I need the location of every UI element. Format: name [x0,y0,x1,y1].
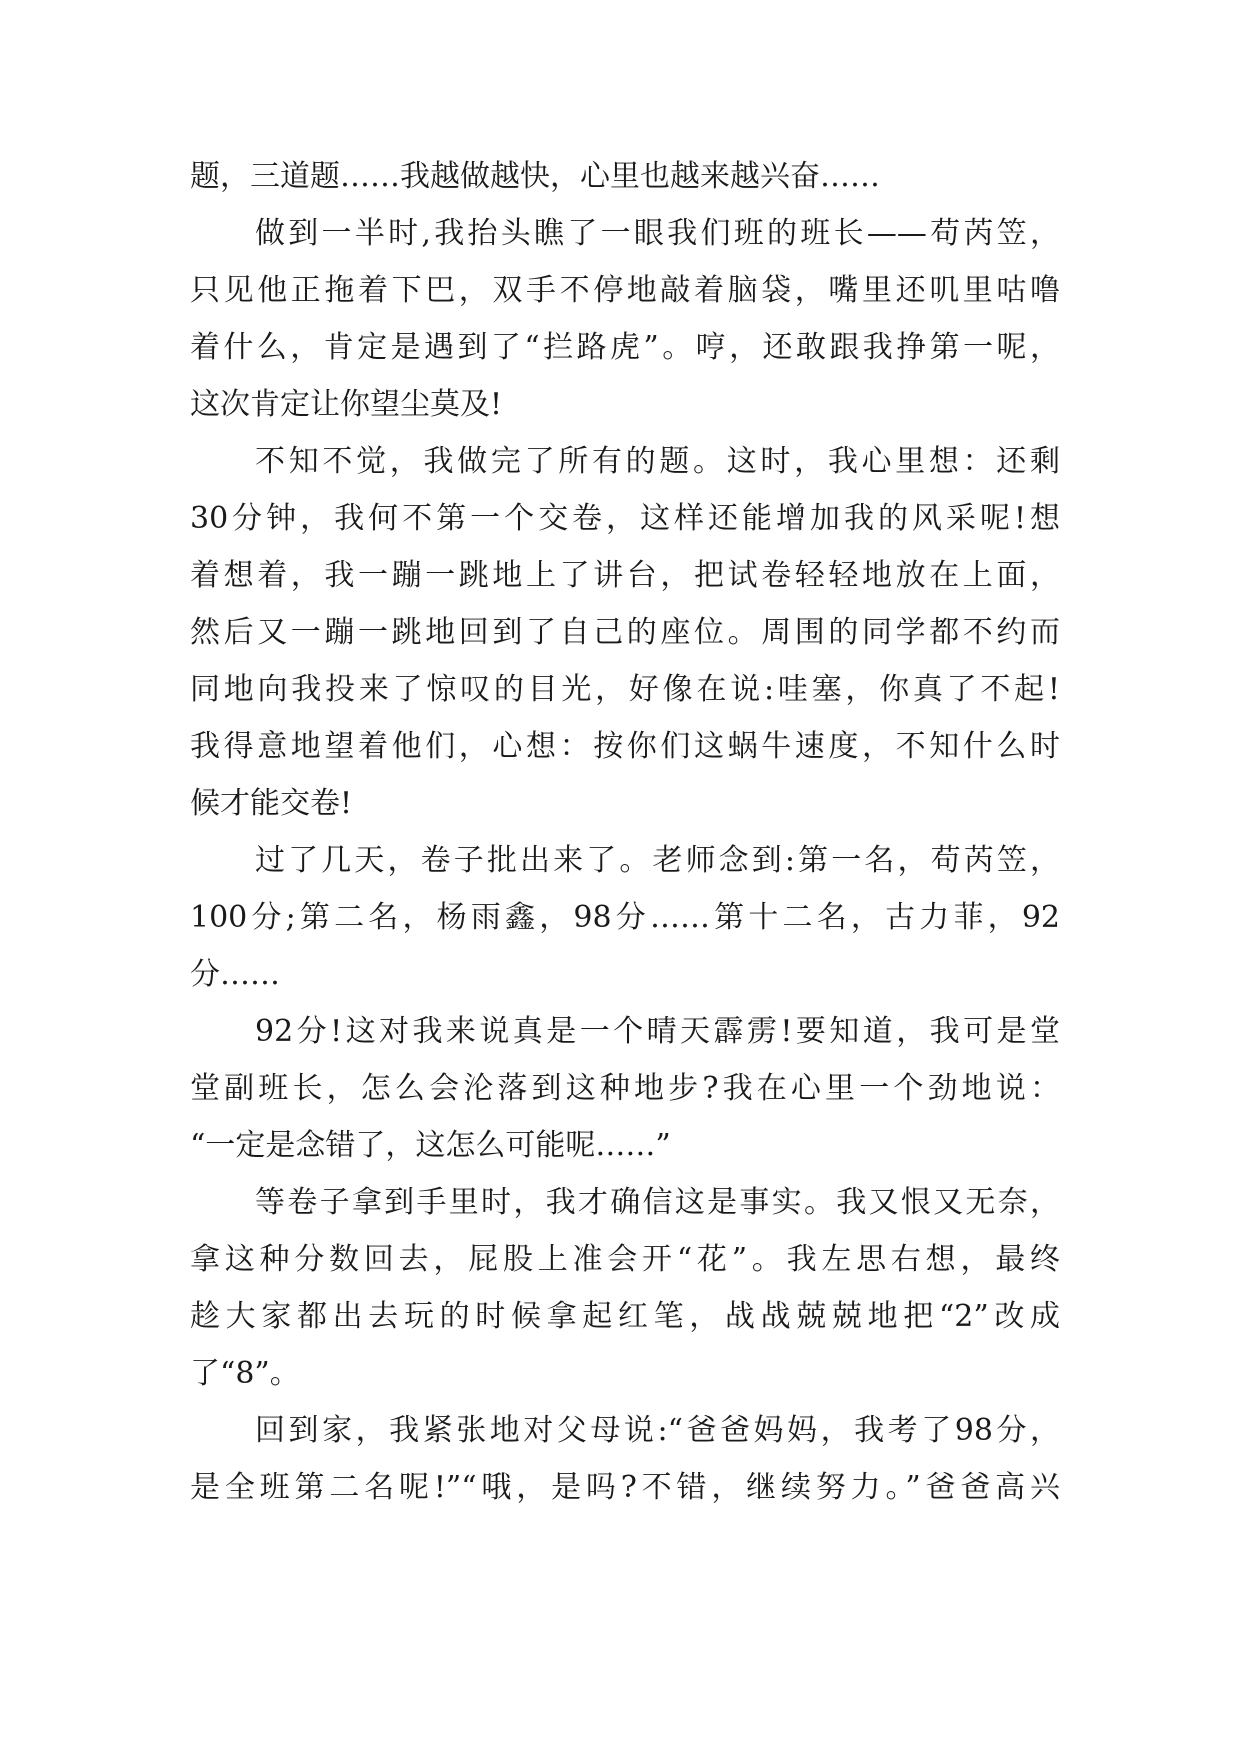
text-line: 是全班第二名呢!”“哦，是吗?不错，继续努力。”爸爸高兴 [190,1470,1060,1505]
text-line: 92分!这对我来说真是一个晴天霹雳!要知道，我可是堂 [255,1014,1060,1049]
text-line: 堂副班长，怎么会沦落到这种地步?我在心里一个劲地说： [190,1071,1060,1106]
text-line: 回到家，我紧张地对父母说:“爸爸妈妈，我考了98分， [255,1413,1060,1448]
text-line: 题，三道题……我越做越快，心里也越来越兴奋…… [190,159,880,194]
text-line: 这次肯定让你望尘莫及! [190,387,503,422]
text-line: 分…… [190,957,280,992]
text-line: “一定是念错了，这怎么可能呢……” [190,1128,671,1163]
text-line: 过了几天，卷子批出来了。老师念到:第一名，苟芮笠， [255,843,1060,878]
text-line: 同地向我投来了惊叹的目光，好像在说:哇塞，你真了不起! [190,672,1060,707]
text-line: 只见他正拖着下巴，双手不停地敲着脑袋，嘴里还叽里咕噜 [190,273,1060,308]
text-line: 不知不觉，我做完了所有的题。这时，我心里想：还剩 [255,444,1060,479]
text-line: 拿这种分数回去，屁股上准会开“花”。我左思右想，最终 [190,1242,1060,1277]
text-line: 然后又一蹦一跳地回到了自己的座位。周围的同学都不约而 [190,615,1060,650]
text-line: 了“8”。 [190,1356,300,1391]
text-line: 做到一半时,我抬头瞧了一眼我们班的班长——苟芮笠， [255,216,1060,251]
text-line: 着什么，肯定是遇到了“拦路虎”。哼，还敢跟我挣第一呢， [190,330,1060,365]
text-line: 候才能交卷! [190,786,353,821]
text-line: 着想着，我一蹦一跳地上了讲台，把试卷轻轻地放在上面， [190,558,1060,593]
text-line: 等卷子拿到手里时，我才确信这是事实。我又恨又无奈， [255,1185,1060,1220]
text-line: 30分钟，我何不第一个交卷，这样还能增加我的风采呢!想 [190,501,1060,536]
text-line: 我得意地望着他们，心想：按你们这蜗牛速度，不知什么时 [190,729,1060,764]
text-line: 趁大家都出去玩的时候拿起红笔，战战兢兢地把“2”改成 [190,1299,1060,1334]
text-line: 100分;第二名，杨雨鑫，98分……第十二名，古力菲，92 [190,900,1060,935]
